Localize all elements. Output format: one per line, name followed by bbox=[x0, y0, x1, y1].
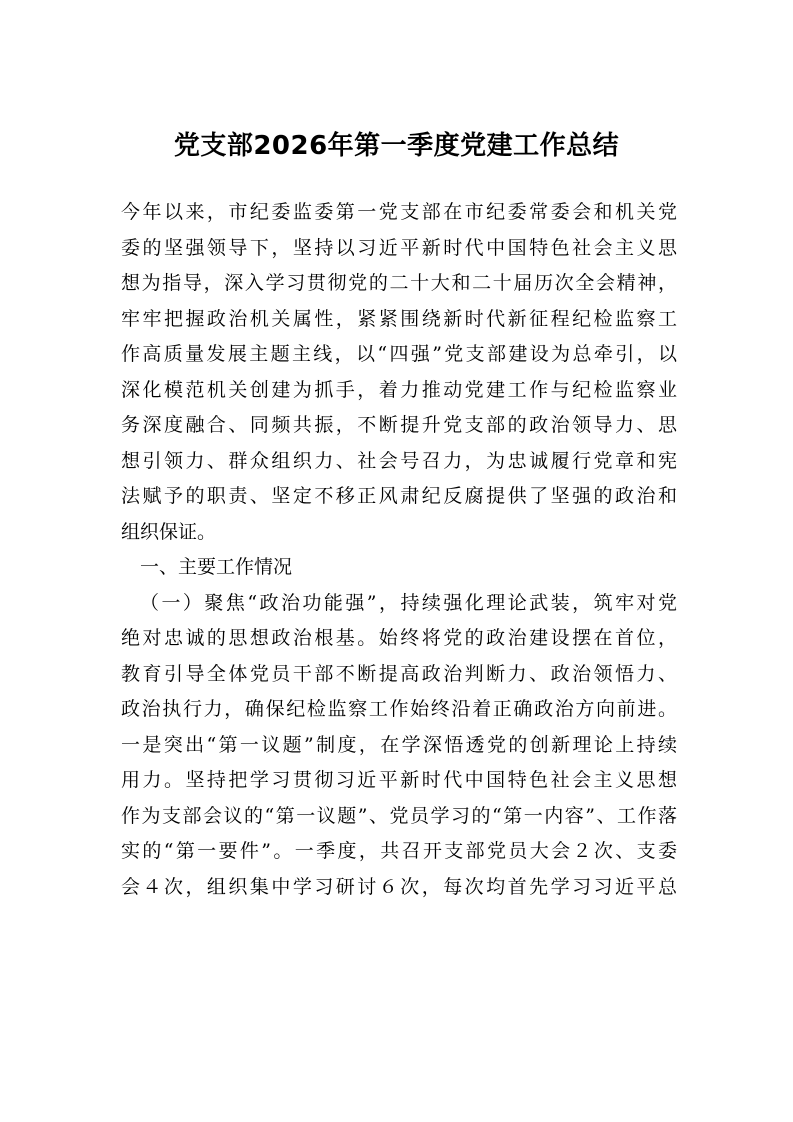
paragraph-line: 实的“第一要件”。一季度，共召开支部党员大会２次、支委 bbox=[121, 840, 677, 862]
paragraph-line: 用力。坚持把学习贯彻习近平新时代中国特色社会主义思想 bbox=[121, 769, 677, 791]
paragraph-line: 深化模范机关创建为抓手，着力推动党建工作与纪检监察业 bbox=[121, 378, 677, 401]
paragraph-line: 绝对忠诚的思想政治根基。始终将党的政治建设摆在首位， bbox=[121, 627, 677, 649]
paragraph-line: 政治执行力，确保纪检监察工作始终沿着正确政治方向前进。 bbox=[121, 698, 677, 720]
section-heading: 一、主要工作情况 bbox=[140, 556, 293, 578]
subsection-heading: （一）聚焦“政治功能强”，持续强化理论武装，筑牢对党 bbox=[140, 591, 677, 614]
paragraph-line: 法赋予的职责、坚定不移正风肃纪反腐提供了坚强的政治和 bbox=[121, 485, 677, 507]
document-title: 党支部2026年第一季度党建工作总结 bbox=[173, 131, 620, 161]
paragraph-line: 牢牢把握政治机关属性，紧紧围绕新时代新征程纪检监察工 bbox=[121, 307, 677, 330]
paragraph-line: 组织保证。 bbox=[121, 520, 217, 543]
paragraph-line: 教育引导全体党员干部不断提高政治判断力、政治领悟力、 bbox=[121, 662, 677, 685]
paragraph-line: 务深度融合、同频共振，不断提升党支部的政治领导力、思 bbox=[121, 414, 677, 436]
paragraph-line: 想引领力、群众组织力、社会号召力，为忠诚履行党章和宪 bbox=[121, 449, 677, 472]
paragraph-line: 想为指导，深入学习贯彻党的二十大和二十届历次全会精神， bbox=[121, 272, 677, 294]
paragraph-line: 今年以来，市纪委监委第一党支部在市纪委常委会和机关党 bbox=[121, 201, 677, 223]
paragraph-line: 一是突出“第一议题”制度，在学深悟透党的创新理论上持续 bbox=[121, 733, 677, 756]
document-body bbox=[121, 195, 677, 905]
paragraph-line: 会４次，组织集中学习研讨６次，每次均首先学习习近平总 bbox=[121, 875, 677, 898]
paragraph-line: 委的坚强领导下，坚持以习近平新时代中国特色社会主义思 bbox=[121, 236, 677, 259]
paragraph-line: 作为支部会议的“第一议题”、党员学习的“第一内容”、工作落 bbox=[121, 804, 677, 827]
paragraph-line: 作高质量发展主题主线，以“四强”党支部建设为总牵引，以 bbox=[121, 343, 677, 365]
